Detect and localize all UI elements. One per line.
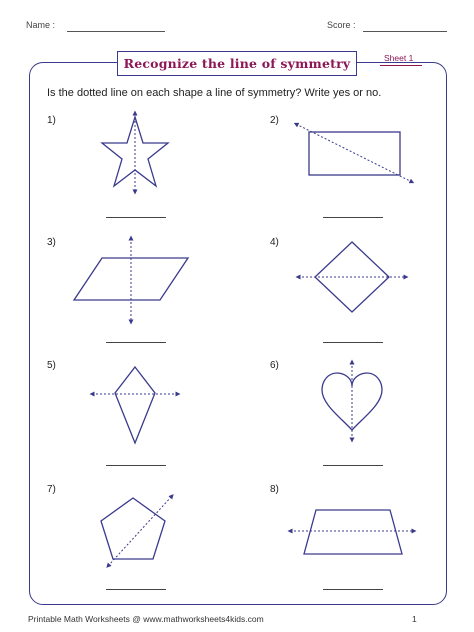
worksheet-title: Recognize the line of symmetry [123,56,351,71]
score-label: Score : [327,20,356,30]
question-6-number: 6) [270,360,279,371]
question-7-number: 7) [47,484,56,495]
question-3-number: 3) [47,237,56,248]
instruction-text: Is the dotted line on each shape a line of symmetry? Write yes or no. [47,87,382,99]
question-4-number: 4) [270,237,279,248]
question-8-number: 8) [270,484,279,495]
question-5-number: 5) [47,360,56,371]
question-8-answer-line[interactable] [323,589,383,590]
footer-credit: Printable Math Worksheets @ www.mathworksheets4kids.com [28,614,264,624]
question-1-number: 1) [47,115,56,126]
page-number: 1 [412,614,417,624]
question-2-number: 2) [270,115,279,126]
name-label: Name : [26,20,56,30]
sheet-label: Sheet 1 [384,53,414,63]
